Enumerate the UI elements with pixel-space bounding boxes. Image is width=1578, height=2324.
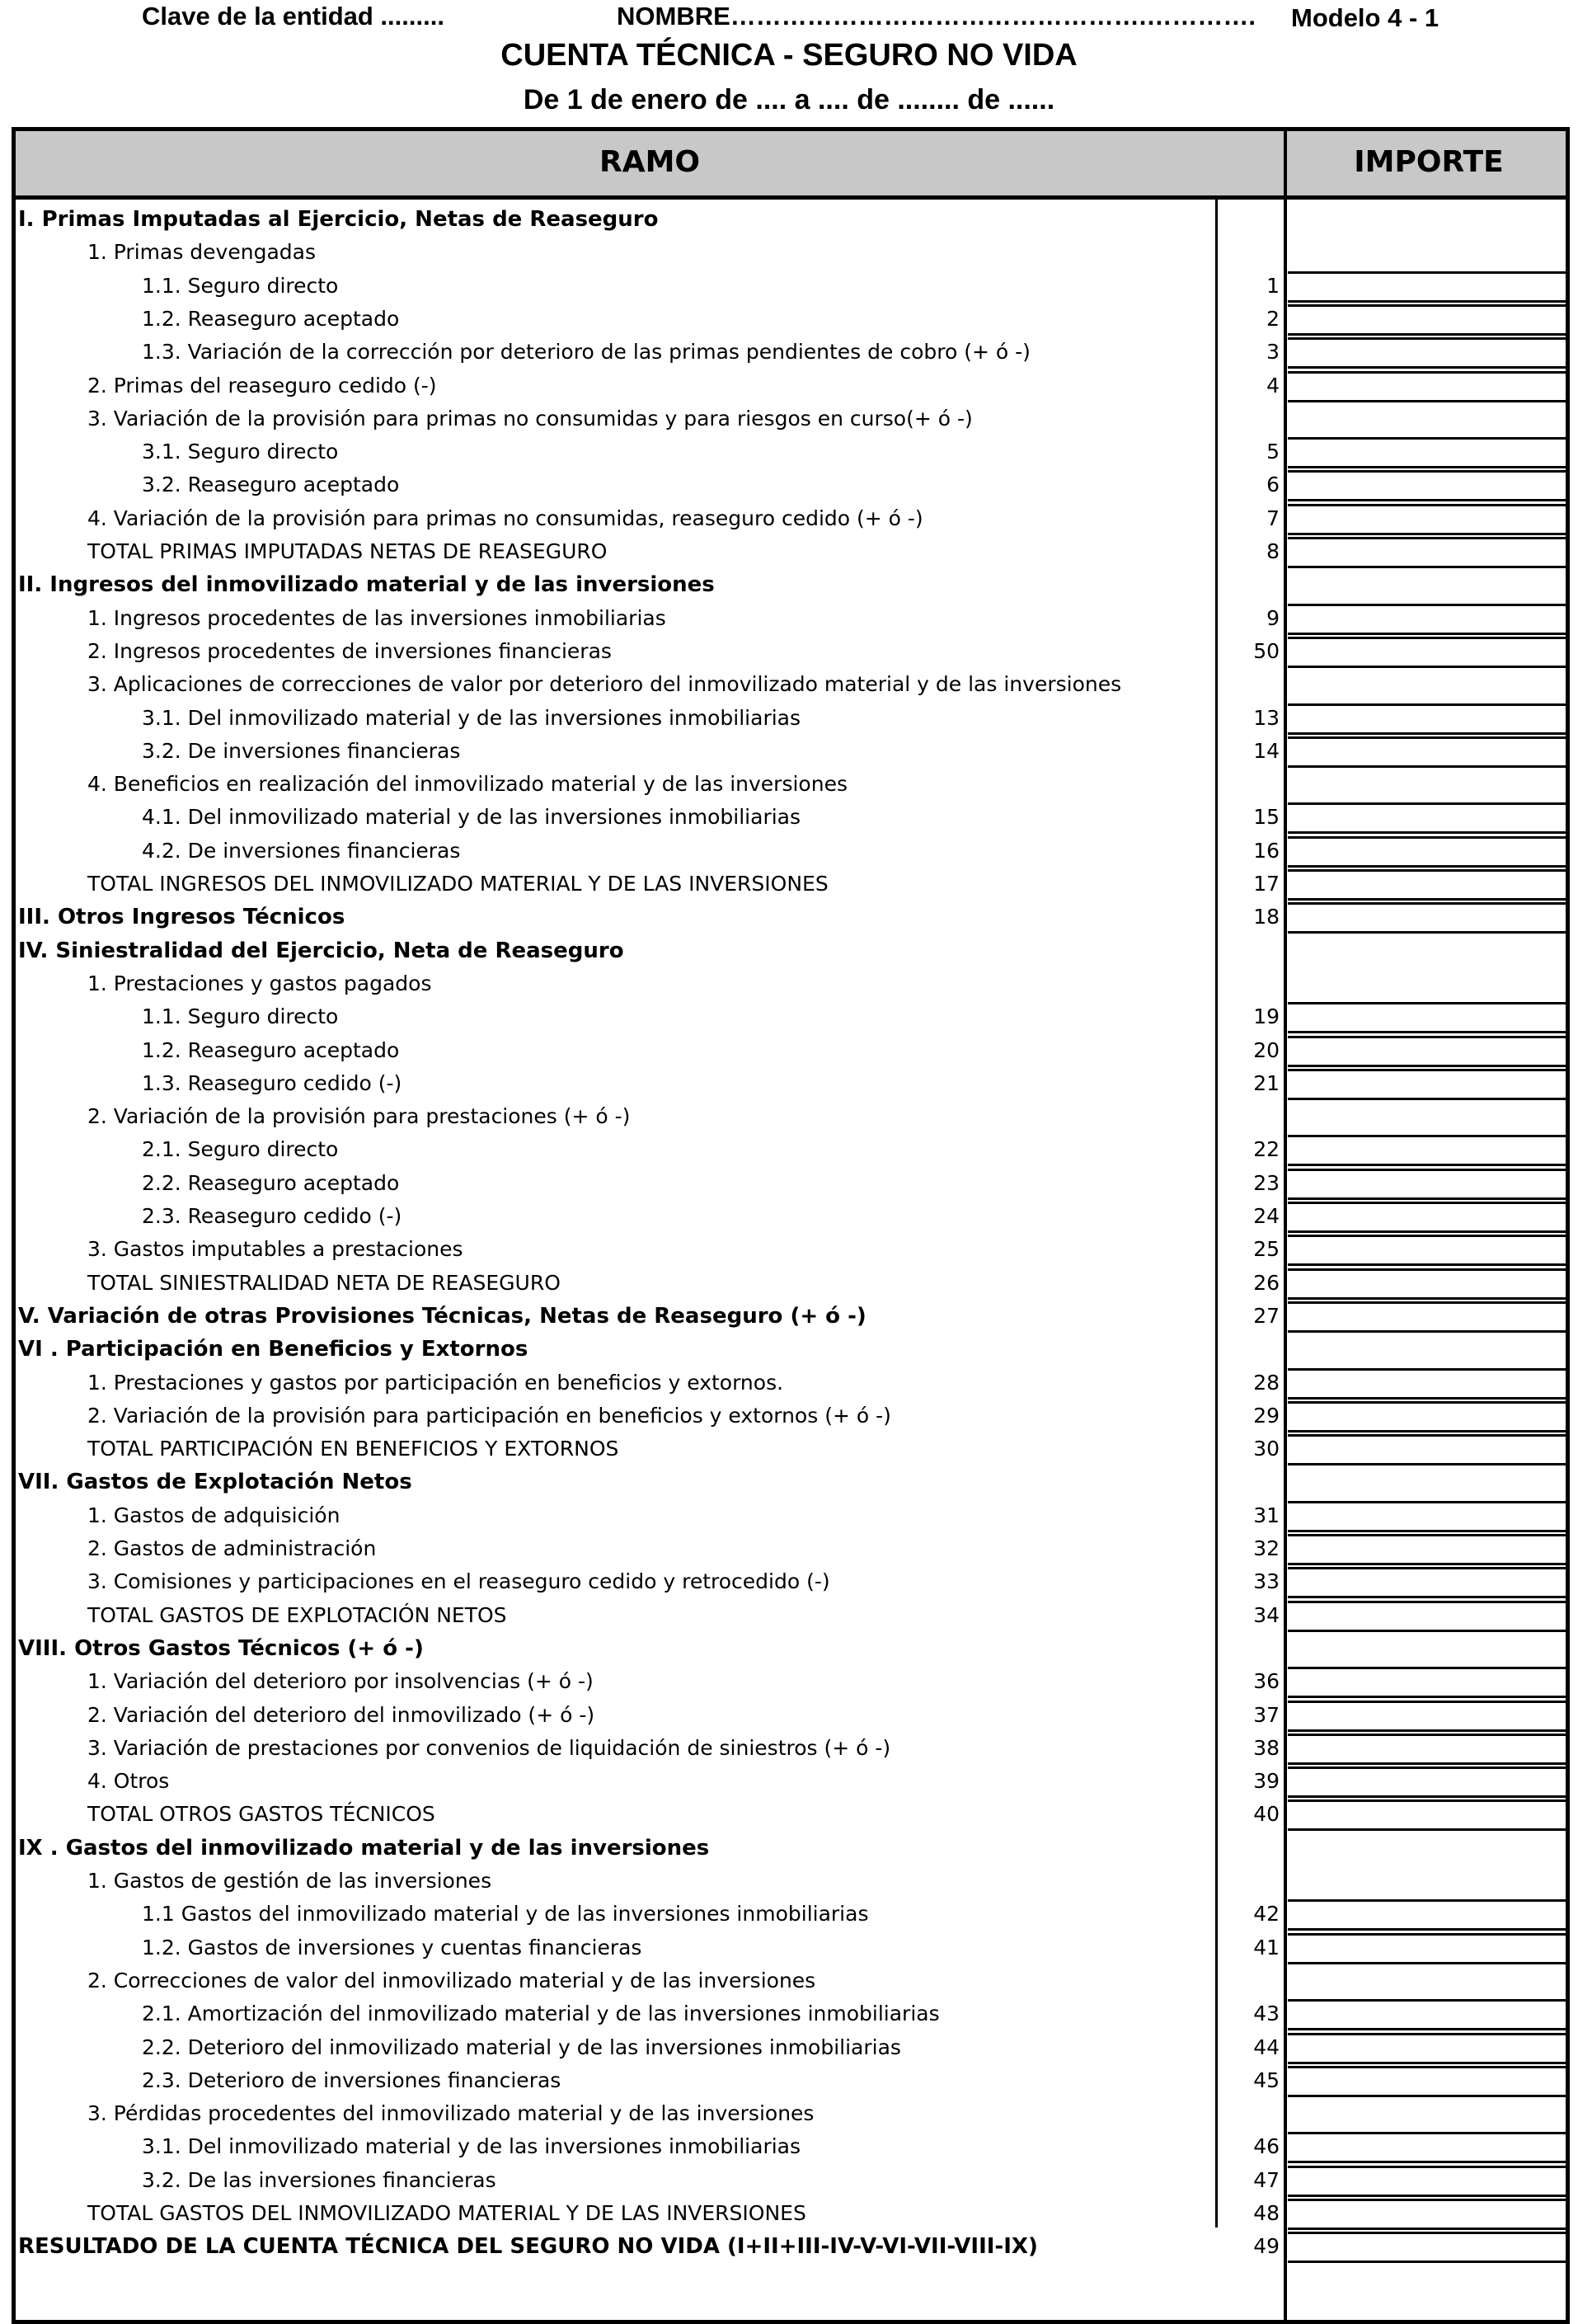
table-row [18, 1367, 1280, 1400]
row-label: 4.1. Del inmovilizado material y de las inversiones inmobiliarias [142, 805, 801, 830]
amount-input[interactable] [1288, 836, 1570, 868]
row-label: TOTAL GASTOS DE EXPLOTACIÓN NETOS [87, 1602, 507, 1627]
amount-input[interactable] [1288, 869, 1570, 901]
row-label: 1. Variación del deterioro por insolvencias (+ ó -) [87, 1669, 594, 1694]
row-label: 2. Primas del reaseguro cedido (-) [87, 373, 437, 398]
row-label: 1.2. Reaseguro aceptado [142, 1037, 400, 1062]
table-row [18, 2064, 1280, 2097]
row-code: 8 [1266, 539, 1280, 563]
row-label: 2. Variación de la provisión para prestaciones (+ ó -) [87, 1104, 631, 1129]
amount-input[interactable] [1288, 1799, 1570, 1831]
row-label: 4. Variación de la provisión para primas no consumidas, reaseguro cedido (+ ó -) [87, 506, 923, 530]
row-label: 2. Ingresos procedentes de inversiones financieras [87, 638, 612, 663]
amount-input[interactable] [1288, 1135, 1570, 1166]
section-heading [18, 901, 1280, 934]
amount-input[interactable] [1288, 802, 1570, 834]
row-code: 43 [1253, 2002, 1280, 2026]
amount-input[interactable] [1288, 1734, 1570, 1765]
table-row [18, 1067, 1280, 1100]
row-label: 3. Aplicaciones de correcciones de valor por deterioro del inmovilizado material y de las inversiones [87, 672, 1122, 697]
table-row [18, 768, 1280, 801]
table-row [18, 303, 1280, 336]
row-label: 4.2. De inversiones financieras [142, 838, 461, 863]
amount-input[interactable] [1288, 1601, 1570, 1632]
total-row [18, 1798, 1280, 1831]
amount-input[interactable] [1288, 470, 1570, 501]
amount-input[interactable] [1288, 537, 1570, 568]
amount-input[interactable] [1288, 1999, 1570, 2030]
table-row [18, 1865, 1280, 1898]
row-code: 13 [1253, 705, 1280, 730]
row-label: TOTAL OTROS GASTOS TÉCNICOS [87, 1802, 435, 1827]
row-label: TOTAL SINIESTRALIDAD NETA DE REASEGURO [87, 1270, 561, 1295]
row-label: IV. Siniestralidad del Ejercicio, Neta de Reaseguro [18, 938, 624, 963]
row-label: 1. Gastos de gestión de las inversiones [87, 1869, 492, 1893]
table-row [18, 2164, 1280, 2197]
row-label: 3. Comisiones y participaciones en el reaseguro cedido y retrocedido (-) [87, 1569, 830, 1594]
row-code: 44 [1253, 2035, 1280, 2059]
amount-input[interactable] [1288, 1368, 1570, 1400]
row-label: 2.1. Seguro directo [142, 1137, 339, 1162]
row-label: 3.1. Seguro directo [142, 440, 339, 464]
amount-input[interactable] [1288, 1501, 1570, 1532]
row-code: 27 [1253, 1303, 1280, 1328]
section-heading [18, 1465, 1280, 1498]
row-code: 38 [1253, 1735, 1280, 1760]
amount-input[interactable] [1288, 1169, 1570, 1200]
table-row [18, 435, 1280, 468]
total-row [18, 535, 1280, 568]
amount-input[interactable] [1288, 1899, 1570, 1931]
amount-input[interactable] [1288, 1301, 1570, 1333]
section-heading [18, 1632, 1280, 1665]
row-label: TOTAL INGRESOS DEL INMOVILIZADO MATERIAL Y DE LAS INVERSIONES [87, 872, 829, 896]
amount-input[interactable] [1288, 337, 1570, 369]
model-number: Modelo 4 - 1 [1291, 3, 1439, 32]
row-label: 2.1. Amortización del inmovilizado material y de las inversiones inmobiliarias [142, 2002, 940, 2026]
row-code: 49 [1253, 2234, 1280, 2259]
table-row [18, 735, 1280, 768]
row-label: 2. Variación de la provisión para participación en beneficios y extornos (+ ó -) [87, 1403, 891, 1428]
row-code: 30 [1253, 1437, 1280, 1461]
amount-input[interactable] [1288, 736, 1570, 768]
row-label: II. Ingresos del inmovilizado material y de las inversiones [18, 572, 715, 598]
table-row [18, 1565, 1280, 1598]
total-row [18, 868, 1280, 901]
row-label: 3.2. Reaseguro aceptado [142, 473, 400, 497]
row-code: 46 [1253, 2134, 1280, 2159]
column-header-importe: IMPORTE [1354, 145, 1504, 179]
amount-input[interactable] [1288, 1567, 1570, 1598]
amount-input[interactable] [1288, 1534, 1570, 1565]
table-row [18, 336, 1280, 369]
row-label: III. Otros Ingresos Técnicos [18, 905, 345, 930]
amount-input[interactable] [1288, 437, 1570, 468]
row-label: 2.2. Deterioro del inmovilizado material y de las inversiones inmobiliarias [142, 2035, 901, 2059]
table-row [18, 801, 1280, 834]
row-label: 2. Correcciones de valor del inmovilizado material y de las inversiones [87, 1968, 816, 1992]
amount-input[interactable] [1288, 2066, 1570, 2097]
table-row [18, 1133, 1280, 1166]
table-row [18, 402, 1280, 435]
row-code: 9 [1266, 605, 1280, 630]
total-row [18, 1267, 1280, 1300]
amount-input[interactable] [1288, 1002, 1570, 1033]
row-code: 50 [1253, 638, 1280, 663]
amount-input[interactable] [1288, 1701, 1570, 1732]
table-row [18, 1000, 1280, 1033]
row-code: 21 [1253, 1070, 1280, 1095]
section-heading [18, 568, 1280, 601]
section-heading [18, 203, 1280, 236]
row-label: TOTAL GASTOS DEL INMOVILIZADO MATERIAL Y DE LAS INVERSIONES [87, 2201, 806, 2225]
row-code: 47 [1253, 2167, 1280, 2192]
row-label: 1.1. Seguro directo [142, 1004, 339, 1029]
row-label: IX . Gastos del inmovilizado material y de las inversiones [18, 1835, 710, 1861]
row-code: 20 [1253, 1037, 1280, 1062]
total-row [18, 1433, 1280, 1465]
row-label: 3. Gastos imputables a prestaciones [87, 1237, 463, 1262]
amount-input[interactable] [1288, 2132, 1570, 2163]
amount-input[interactable] [1288, 1202, 1570, 1233]
amount-input[interactable] [1288, 604, 1570, 635]
amount-input[interactable] [1288, 1401, 1570, 1433]
table-row [18, 1167, 1280, 1200]
row-code: 39 [1253, 1769, 1280, 1794]
row-code: 6 [1266, 473, 1280, 497]
row-code: 16 [1253, 838, 1280, 863]
row-label: 2. Variación del deterioro del inmovilizado (+ ó -) [87, 1702, 595, 1727]
amount-input[interactable] [1288, 271, 1570, 303]
table-row [18, 1699, 1280, 1732]
total-row [18, 1599, 1280, 1632]
amount-input[interactable] [1288, 1069, 1570, 1100]
row-label: V. Variación de otras Provisiones Técnicas, Netas de Reaseguro (+ ó -) [18, 1303, 866, 1329]
row-label: I. Primas Imputadas al Ejercicio, Netas de Reaseguro [18, 207, 659, 232]
table-row [18, 1034, 1280, 1067]
amount-input[interactable] [1288, 703, 1570, 735]
amount-input[interactable] [1288, 637, 1570, 668]
page-title: CUENTA TÉCNICA - SEGURO NO VIDA [500, 38, 1078, 73]
column-divider [1284, 127, 1287, 2324]
table-row [18, 602, 1280, 635]
table-row [18, 1898, 1280, 1931]
row-label: 1.1. Seguro directo [142, 273, 339, 298]
row-label: RESULTADO DE LA CUENTA TÉCNICA DEL SEGURO NO VIDA (I+II+III-IV-V-VI-VII-VIII-IX) [18, 2234, 1038, 2260]
amount-input[interactable] [1288, 2033, 1570, 2064]
section-heading [18, 2230, 1280, 2263]
table-row [18, 270, 1280, 303]
row-label: 1.2. Reaseguro aceptado [142, 306, 400, 331]
amount-input[interactable] [1288, 1434, 1570, 1465]
section-heading [18, 1333, 1280, 1366]
table-row [18, 1964, 1280, 1997]
amount-input[interactable] [1288, 1767, 1570, 1798]
row-label: 1. Ingresos procedentes de las inversiones inmobiliarias [87, 605, 666, 630]
table-row [18, 1732, 1280, 1765]
table-row [18, 1499, 1280, 1532]
row-code: 42 [1253, 1902, 1280, 1926]
period-line: De 1 de enero de .... a .... de ........ de ...... [523, 84, 1055, 115]
row-label: 4. Otros [87, 1769, 170, 1794]
table-row [18, 835, 1280, 868]
row-label: 1. Primas devengadas [87, 240, 316, 265]
table-row [18, 668, 1280, 701]
row-code: 26 [1253, 1270, 1280, 1295]
row-label: VI . Participación en Beneficios y Extornos [18, 1337, 528, 1362]
row-code: 14 [1253, 738, 1280, 763]
row-label: 3.2. De las inversiones financieras [142, 2167, 496, 2192]
row-label: 2.3. Deterioro de inversiones financieras [142, 2068, 561, 2092]
entity-name-label: NOMBRE………………………………………….…………. [617, 2, 1256, 31]
row-code: 31 [1253, 1503, 1280, 1527]
table-row [18, 2031, 1280, 2064]
table-row [18, 1997, 1280, 2030]
row-code: 28 [1253, 1370, 1280, 1395]
row-code: 18 [1253, 905, 1280, 929]
row-label: 3. Pérdidas procedentes del inmovilizado material y de las inversiones [87, 2101, 815, 2126]
table-row [18, 369, 1280, 402]
amount-input[interactable] [1288, 2166, 1570, 2197]
row-label: 3.2. De inversiones financieras [142, 738, 461, 763]
amount-input[interactable] [1288, 2199, 1570, 2230]
amount-input[interactable] [1288, 1667, 1570, 1698]
table-row [18, 1532, 1280, 1565]
row-code: 25 [1253, 1237, 1280, 1262]
row-label: 1.2. Gastos de inversiones y cuentas financieras [142, 1935, 642, 1959]
row-label: TOTAL PARTICIPACIÓN EN BENEFICIOS Y EXTORNOS [87, 1437, 619, 1461]
row-code: 15 [1253, 805, 1280, 830]
row-code: 40 [1253, 1802, 1280, 1827]
amount-input[interactable] [1288, 504, 1570, 535]
table-row [18, 1931, 1280, 1964]
table-row [18, 1233, 1280, 1266]
row-code: 34 [1253, 1602, 1280, 1627]
row-label: 1.1 Gastos del inmovilizado material y de las inversiones inmobiliarias [142, 1902, 869, 1926]
row-code: 48 [1253, 2201, 1280, 2225]
row-label: VII. Gastos de Explotación Netos [18, 1470, 412, 1495]
row-code: 19 [1253, 1004, 1280, 1029]
row-code: 36 [1253, 1669, 1280, 1694]
table-row [18, 702, 1280, 735]
row-code: 4 [1266, 373, 1280, 398]
row-code: 37 [1253, 1702, 1280, 1727]
row-code: 5 [1266, 440, 1280, 464]
row-code: 29 [1253, 1403, 1280, 1428]
row-code: 3 [1266, 340, 1280, 365]
row-code: 45 [1253, 2068, 1280, 2092]
table-row [18, 236, 1280, 269]
section-heading [18, 934, 1280, 967]
table-row [18, 1665, 1280, 1698]
row-label: 2.3. Reaseguro cedido (-) [142, 1204, 402, 1228]
table-row [18, 1100, 1280, 1133]
entity-key-label: Clave de la entidad ......... [142, 2, 444, 31]
table-row [18, 635, 1280, 668]
table-row [18, 2130, 1280, 2163]
amount-input[interactable] [1288, 304, 1570, 336]
table-row [18, 1765, 1280, 1798]
row-code: 32 [1253, 1536, 1280, 1560]
column-header-ramo: RAMO [599, 145, 700, 179]
table-row [18, 468, 1280, 501]
row-label: 3. Variación de la provisión para primas no consumidas y para riesgos en curso(+ ó -) [87, 406, 973, 430]
row-code: 7 [1266, 506, 1280, 530]
table-row [18, 967, 1280, 1000]
row-label: 4. Beneficios en realización del inmovilizado material y de las inversiones [87, 772, 848, 797]
amount-input[interactable] [1288, 902, 1570, 934]
row-label: 2. Gastos de administración [87, 1536, 377, 1560]
row-code: 24 [1253, 1204, 1280, 1228]
total-row [18, 2197, 1280, 2230]
row-label: 1. Gastos de adquisición [87, 1503, 340, 1527]
row-label: 3.1. Del inmovilizado material y de las inversiones inmobiliarias [142, 2134, 801, 2159]
amount-input[interactable] [1288, 1036, 1570, 1067]
row-label: 1.3. Reaseguro cedido (-) [142, 1070, 402, 1095]
amount-input[interactable] [1288, 1268, 1570, 1300]
row-label: 3.1. Del inmovilizado material y de las inversiones inmobiliarias [142, 705, 801, 730]
row-label: 1. Prestaciones y gastos pagados [87, 971, 432, 995]
section-heading [18, 1300, 1280, 1333]
table-row [18, 2097, 1280, 2130]
table-row [18, 1400, 1280, 1433]
row-label: 3. Variación de prestaciones por convenios de liquidación de siniestros (+ ó -) [87, 1735, 891, 1760]
amount-input[interactable] [1288, 1235, 1570, 1266]
row-label: 1. Prestaciones y gastos por participación en beneficios y extornos. [87, 1370, 784, 1395]
row-label: VIII. Otros Gastos Técnicos (+ ó -) [18, 1635, 424, 1661]
row-code: 33 [1253, 1569, 1280, 1594]
table-row [18, 502, 1280, 535]
row-code: 1 [1266, 273, 1280, 298]
amount-input[interactable] [1288, 2232, 1570, 2263]
row-code: 22 [1253, 1137, 1280, 1162]
amount-input[interactable] [1288, 1933, 1570, 1964]
table-row [18, 1200, 1280, 1233]
row-code: 41 [1253, 1935, 1280, 1959]
row-label: 1.3. Variación de la corrección por deterioro de las primas pendientes de cobro (+ ó -) [142, 340, 1031, 365]
row-code: 2 [1266, 306, 1280, 331]
row-label: TOTAL PRIMAS IMPUTADAS NETAS DE REASEGURO [87, 539, 608, 563]
section-heading [18, 1832, 1280, 1865]
amount-input[interactable] [1288, 371, 1570, 402]
row-code: 23 [1253, 1170, 1280, 1195]
row-code: 17 [1253, 872, 1280, 896]
row-label: 2.2. Reaseguro aceptado [142, 1170, 400, 1195]
